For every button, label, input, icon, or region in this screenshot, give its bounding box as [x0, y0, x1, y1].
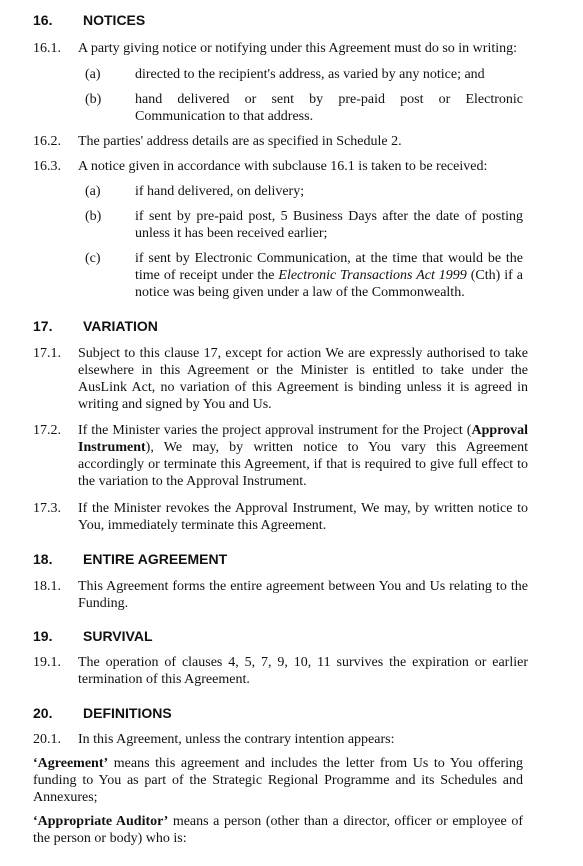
section-number: 20. — [33, 705, 53, 721]
subclause-label: (b) — [85, 209, 102, 224]
subclause-text — [135, 250, 523, 301]
section-number: 18. — [33, 551, 53, 567]
clause-number: 18.1. — [33, 579, 61, 594]
clause-number: 17.2. — [33, 423, 61, 438]
definition-text: means a person (other than a director, officer or employee of the person or body) who is: — [33, 814, 523, 846]
text-run: (Cth) if a notice was being given under a law of the Commonwealth. — [135, 268, 523, 300]
clause-text: If the Minister revokes the Approval Instrument, We may, by written notice to You, immediately terminate this Agreement. — [78, 501, 528, 533]
clause-text: In this Agreement, unless the contrary intention appears: — [78, 732, 395, 747]
subclause-text: if sent by pre-paid post, 5 Business Days after the date of posting unless it has been received earlier; — [135, 209, 523, 241]
section-heading-20 — [33, 705, 553, 725]
definition-appropriate-auditor — [33, 813, 523, 847]
text-run: if sent by Electronic Communication, at the time that would be the time of receipt under the — [135, 251, 523, 283]
clause-number: 16.2. — [33, 134, 61, 149]
clause-number: 20.1. — [33, 732, 61, 747]
act-title: Electronic Transactions Act 1999 — [278, 268, 467, 283]
section-number: 19. — [33, 628, 53, 644]
section-title: NOTICES — [83, 12, 146, 28]
section-title: ENTIRE AGREEMENT — [83, 551, 228, 567]
definition-text: means this agreement and includes the letter from Us to You offering funding to You as part of the Strategic Regional Programme and its Schedules and Annexures; — [33, 756, 523, 805]
clause-text: A notice given in accordance with subclause 16.1 is taken to be received: — [78, 159, 488, 174]
clause-text — [78, 422, 528, 490]
definition-term: ‘Agreement’ — [33, 756, 109, 771]
subclause-label: (c) — [85, 251, 101, 266]
section-number: 17. — [33, 318, 53, 334]
defined-term: Approval Instrument — [78, 423, 528, 455]
section-title: SURVIVAL — [83, 628, 153, 644]
clause-text: This Agreement forms the entire agreement between You and Us relating to the Funding. — [78, 579, 528, 611]
section-heading-17 — [33, 318, 553, 338]
clause-text: The parties' address details are as specified in Schedule 2. — [78, 134, 402, 149]
section-title: DEFINITIONS — [83, 705, 172, 721]
text-run: If the Minister varies the project approval instrument for the Project ( — [78, 423, 472, 438]
subclause-label: (b) — [85, 92, 102, 107]
section-heading-19 — [33, 628, 553, 648]
section-title: VARIATION — [83, 318, 158, 334]
clause-number: 17.3. — [33, 501, 61, 516]
text-run: ), We may, by written notice to You vary this Agreement accordingly or terminate this Agreement, if that is required to give full effect to the variation to the Approval Instrument. — [78, 440, 528, 489]
clause-text: The operation of clauses 4, 5, 7, 9, 10, 11 survives the expiration or earlier termination of this Agreement. — [78, 655, 528, 687]
clause-number: 16.3. — [33, 159, 61, 174]
subclause-text: if hand delivered, on delivery; — [135, 184, 305, 199]
clause-text: Subject to this clause 17, except for action We are expressly authorised to take elsewhere in this Agreement or the Minister is entitled to take under the AusLink Act, no variation of this Agreement is binding unless it is agreed in writing and signed by You and Us. — [78, 346, 528, 412]
clause-number: 16.1. — [33, 41, 61, 56]
subclause-label: (a) — [85, 67, 101, 82]
section-number: 16. — [33, 12, 53, 28]
subclause-text: directed to the recipient's address, as varied by any notice; and — [135, 67, 485, 82]
subclause-text: hand delivered or sent by pre-paid post or Electronic Communication to that address. — [135, 92, 523, 124]
section-heading-18 — [33, 551, 553, 571]
clause-text: A party giving notice or notifying under this Agreement must do so in writing: — [78, 41, 518, 56]
definition-term: ‘Appropriate Auditor’ — [33, 814, 169, 829]
definition-agreement — [33, 755, 523, 806]
subclause-label: (a) — [85, 184, 101, 199]
clause-number: 19.1. — [33, 655, 61, 670]
clause-number: 17.1. — [33, 346, 61, 361]
section-heading-16 — [33, 12, 553, 32]
